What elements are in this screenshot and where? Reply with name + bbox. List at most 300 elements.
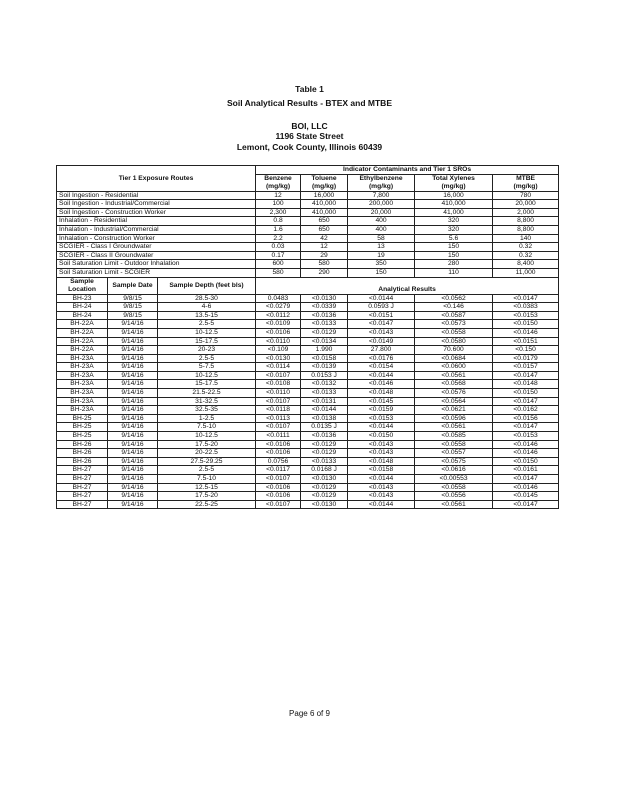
- sample-result: <0.0106: [256, 483, 301, 492]
- sample-depth: 10-12.5: [158, 432, 256, 441]
- sample-depth: 12.5-15: [158, 483, 256, 492]
- sample-result: 0.0593 J: [348, 303, 415, 312]
- sample-location: BH-27: [57, 492, 108, 501]
- sample-row: [57, 294, 559, 303]
- analyte-unit: (mg/kg): [311, 182, 337, 190]
- sample-result: <0.0130: [301, 475, 348, 484]
- sample-depth: 28.5-30: [158, 294, 256, 303]
- sample-result: <0.0108: [256, 380, 301, 389]
- route-value: 20,000: [493, 200, 559, 209]
- route-value: 410,000: [301, 200, 348, 209]
- route-row: [57, 191, 559, 200]
- table-subtitle: Soil Analytical Results - BTEX and MTBE: [227, 98, 392, 108]
- analyte-unit: (mg/kg): [368, 182, 394, 190]
- route-label: Soil Ingestion - Residential: [57, 191, 256, 200]
- sample-result: <0.0150: [493, 389, 559, 398]
- sample-row: [57, 406, 559, 415]
- route-row: [57, 251, 559, 260]
- analyte-unit: (mg/kg): [265, 182, 291, 190]
- sample-location: BH-25: [57, 414, 108, 423]
- sample-result: <0.0129: [301, 449, 348, 458]
- sample-result: <0.0154: [348, 363, 415, 372]
- sample-result: <0.0561: [415, 500, 493, 509]
- sample-date: 9/14/16: [108, 449, 158, 458]
- sample-date: 9/14/16: [108, 354, 158, 363]
- sample-result: <0.0106: [256, 328, 301, 337]
- analyte-unit: (mg/kg): [513, 182, 538, 190]
- sample-depth: 7.5-10: [158, 423, 256, 432]
- sample-date: 9/14/16: [108, 423, 158, 432]
- sample-result: <0.0136: [301, 311, 348, 320]
- sample-depth: 10-12.5: [158, 371, 256, 380]
- sample-result: <0.0585: [415, 432, 493, 441]
- sample-date: 9/8/15: [108, 294, 158, 303]
- sample-row: [57, 466, 559, 475]
- sample-result: <0.0147: [493, 294, 559, 303]
- analyte-name: Ethylbenzene: [359, 174, 403, 182]
- route-row: [57, 243, 559, 252]
- page-number: Page 6 of 9: [289, 709, 330, 718]
- route-label: Soil Saturation Limit - SCGIER: [57, 268, 256, 277]
- sample-result: <0.146: [415, 303, 493, 312]
- sample-result: <0.0129: [301, 483, 348, 492]
- route-value: 400: [348, 225, 415, 234]
- sample-result: <0.0146: [493, 483, 559, 492]
- sample-date: 9/8/15: [108, 303, 158, 312]
- sample-result: <0.0562: [415, 294, 493, 303]
- sample-result: <0.0580: [415, 337, 493, 346]
- sample-location: BH-23A: [57, 397, 108, 406]
- analyte-header: [415, 174, 493, 191]
- sample-row: [57, 346, 559, 355]
- sample-result: <0.0114: [256, 363, 301, 372]
- sample-result: <0.0150: [348, 432, 415, 441]
- sample-result: <0.0153: [348, 414, 415, 423]
- sample-result: <0.0112: [256, 311, 301, 320]
- sample-result: <0.0153: [493, 311, 559, 320]
- sample-depth: 2.5-5: [158, 320, 256, 329]
- sample-result: <0.0147: [493, 475, 559, 484]
- sample-result: <0.0573: [415, 320, 493, 329]
- route-row: [57, 260, 559, 269]
- sample-date: 9/14/16: [108, 363, 158, 372]
- sample-result: <0.0144: [348, 294, 415, 303]
- sample-row: [57, 492, 559, 501]
- sample-result: <0.0134: [301, 337, 348, 346]
- sample-result: <0.0147: [493, 397, 559, 406]
- analyte-header: [493, 174, 559, 191]
- route-label: Soil Ingestion - Construction Worker: [57, 208, 256, 217]
- sample-result: 70.600: [415, 346, 493, 355]
- sample-result: <0.0144: [348, 500, 415, 509]
- sample-location: BH-27: [57, 475, 108, 484]
- sample-date: 9/14/16: [108, 432, 158, 441]
- sample-location: BH-22A: [57, 337, 108, 346]
- analyte-header: [256, 174, 301, 191]
- sample-depth: 1-2.5: [158, 414, 256, 423]
- route-value: 8,800: [493, 217, 559, 226]
- sample-location: BH-27: [57, 500, 108, 509]
- route-value: 16,000: [415, 191, 493, 200]
- route-value: 110: [415, 268, 493, 277]
- route-value: 2,000: [493, 208, 559, 217]
- route-value: 580: [301, 260, 348, 269]
- route-value: 780: [493, 191, 559, 200]
- sample-date: 9/14/16: [108, 337, 158, 346]
- route-value: 410,000: [301, 208, 348, 217]
- sample-date: 9/14/16: [108, 380, 158, 389]
- sample-row: [57, 475, 559, 484]
- sample-location: BH-22A: [57, 328, 108, 337]
- sample-location: BH-23A: [57, 380, 108, 389]
- route-value: 140: [493, 234, 559, 243]
- sample-result: <0.0143: [348, 440, 415, 449]
- route-value: 12: [256, 191, 301, 200]
- sample-result: <0.0151: [348, 311, 415, 320]
- sample-depth: 17.5-20: [158, 492, 256, 501]
- sample-result: <0.0587: [415, 311, 493, 320]
- sample-location: BH-23A: [57, 363, 108, 372]
- sample-depth: 2.5-5: [158, 354, 256, 363]
- route-value: 150: [348, 268, 415, 277]
- sample-result: <0.0557: [415, 449, 493, 458]
- sample-result: <0.0129: [301, 492, 348, 501]
- sample-result: <0.0147: [493, 500, 559, 509]
- sample-row: [57, 483, 559, 492]
- sample-result: <0.0147: [348, 320, 415, 329]
- sample-result: <0.0139: [301, 363, 348, 372]
- sample-result: <0.0148: [493, 380, 559, 389]
- sample-result: <0.0106: [256, 492, 301, 501]
- sample-result: <0.0558: [415, 483, 493, 492]
- sample-result: 1.990: [301, 346, 348, 355]
- sample-row: [57, 371, 559, 380]
- route-value: 100: [256, 200, 301, 209]
- sample-row: [57, 303, 559, 312]
- sample-date: 9/14/16: [108, 406, 158, 415]
- analyte-name: Total Xylenes: [432, 174, 475, 182]
- sample-row: [57, 449, 559, 458]
- sample-result: <0.0146: [493, 440, 559, 449]
- route-label: SCGIER - Class I Groundwater: [57, 243, 256, 252]
- sample-result: <0.0558: [415, 440, 493, 449]
- sample-result: <0.0143: [348, 492, 415, 501]
- sample-result: <0.0561: [415, 371, 493, 380]
- route-value: 400: [348, 217, 415, 226]
- sample-result: <0.0148: [348, 457, 415, 466]
- sample-result: <0.0150: [493, 320, 559, 329]
- route-value: 280: [415, 260, 493, 269]
- route-value: 320: [415, 225, 493, 234]
- route-value: 1.6: [256, 225, 301, 234]
- sample-result: <0.0564: [415, 397, 493, 406]
- route-value: 200,000: [348, 200, 415, 209]
- sample-location: BH-26: [57, 449, 108, 458]
- sample-result: <0.0147: [493, 371, 559, 380]
- sample-result: <0.0129: [301, 328, 348, 337]
- sample-result: 27.800: [348, 346, 415, 355]
- sample-result: 0.0153 J: [301, 371, 348, 380]
- sample-result: <0.0136: [301, 432, 348, 441]
- sample-result: <0.0684: [415, 354, 493, 363]
- sample-result: 0.0135 J: [301, 423, 348, 432]
- route-row: [57, 225, 559, 234]
- sample-date: 9/14/16: [108, 483, 158, 492]
- sample-date: 9/14/16: [108, 346, 158, 355]
- sample-result: <0.0145: [493, 492, 559, 501]
- sample-location: BH-23: [57, 294, 108, 303]
- sample-result: <0.0129: [301, 440, 348, 449]
- sample-result: <0.0110: [256, 337, 301, 346]
- route-row: [57, 217, 559, 226]
- sample-depth: 5-7.5: [158, 363, 256, 372]
- route-value: 0.32: [493, 243, 559, 252]
- sample-result: <0.0145: [348, 397, 415, 406]
- sample-result: <0.0568: [415, 380, 493, 389]
- sample-result: <0.0109: [256, 320, 301, 329]
- route-value: 42: [301, 234, 348, 243]
- sample-location: BH-25: [57, 423, 108, 432]
- sample-result: <0.0117: [256, 466, 301, 475]
- sample-result: <0.0146: [348, 380, 415, 389]
- sample-row: [57, 457, 559, 466]
- route-value: 600: [256, 260, 301, 269]
- sample-result: <0.0130: [301, 294, 348, 303]
- sample-result: <0.0107: [256, 371, 301, 380]
- sample-row: [57, 354, 559, 363]
- sample-result: <0.0143: [348, 483, 415, 492]
- route-label: Inhalation - Industrial/Commercial: [57, 225, 256, 234]
- group-header: Indicator Contaminants and Tier 1 SROs: [256, 166, 559, 175]
- sample-depth: 20-22.5: [158, 449, 256, 458]
- sample-result: <0.109: [256, 346, 301, 355]
- route-row: [57, 234, 559, 243]
- sample-depth: 20-23: [158, 346, 256, 355]
- analyte-header: [348, 174, 415, 191]
- sample-row: [57, 380, 559, 389]
- sample-row: [57, 397, 559, 406]
- sample-location: BH-26: [57, 440, 108, 449]
- sample-row: [57, 500, 559, 509]
- route-label: Soil Ingestion - Industrial/Commercial: [57, 200, 256, 209]
- sample-result: <0.0106: [256, 440, 301, 449]
- route-value: 29: [301, 251, 348, 260]
- sample-result: <0.0279: [256, 303, 301, 312]
- analytical-results-header: Analytical Results: [256, 277, 559, 294]
- route-value: 150: [415, 251, 493, 260]
- sample-location: BH-27: [57, 466, 108, 475]
- sample-result: <0.0151: [493, 337, 559, 346]
- sample-result: <0.0107: [256, 397, 301, 406]
- sample-date: 9/14/16: [108, 466, 158, 475]
- sample-result: <0.150: [493, 346, 559, 355]
- route-label: Inhalation - Construction Worker: [57, 234, 256, 243]
- sample-result: <0.0111: [256, 432, 301, 441]
- sample-result: <0.0162: [493, 406, 559, 415]
- sample-depth: 13.5-15: [158, 311, 256, 320]
- sample-depth: 10-12.5: [158, 328, 256, 337]
- sample-location-header: Sample Location: [57, 277, 108, 294]
- sample-depth: 22.5-25: [158, 500, 256, 509]
- sample-row: [57, 363, 559, 372]
- route-value: 11,000: [493, 268, 559, 277]
- table-title: Table 1: [295, 84, 324, 94]
- sample-result: <0.0157: [493, 363, 559, 372]
- sample-result: <0.0107: [256, 475, 301, 484]
- sample-depth: 2.5-5: [158, 466, 256, 475]
- sample-result: <0.0144: [348, 371, 415, 380]
- sample-result: 0.0756: [256, 457, 301, 466]
- sample-location: BH-22A: [57, 346, 108, 355]
- sample-result: <0.0144: [348, 423, 415, 432]
- sample-result: <0.0159: [348, 406, 415, 415]
- sample-result: <0.0143: [348, 449, 415, 458]
- route-row: [57, 200, 559, 209]
- sample-date: 9/8/15: [108, 311, 158, 320]
- sample-result: <0.0558: [415, 328, 493, 337]
- sample-result: <0.0144: [348, 475, 415, 484]
- sample-result: <0.0161: [493, 466, 559, 475]
- route-value: 58: [348, 234, 415, 243]
- sample-result: <0.0556: [415, 492, 493, 501]
- sample-result: <0.0133: [301, 389, 348, 398]
- sample-depth: 4-6: [158, 303, 256, 312]
- sample-result: 0.0483: [256, 294, 301, 303]
- route-label: Inhalation - Residential: [57, 217, 256, 226]
- sample-result: <0.0621: [415, 406, 493, 415]
- sample-result: <0.0383: [493, 303, 559, 312]
- sample-result: <0.0107: [256, 423, 301, 432]
- route-value: 5.6: [415, 234, 493, 243]
- sample-result: <0.0143: [348, 328, 415, 337]
- sample-result: <0.0600: [415, 363, 493, 372]
- sample-result: <0.0131: [301, 397, 348, 406]
- route-value: 41,000: [415, 208, 493, 217]
- sample-result: <0.0148: [348, 389, 415, 398]
- route-value: 16,000: [301, 191, 348, 200]
- sample-result: <0.0153: [493, 432, 559, 441]
- sample-depth: 15-17.5: [158, 337, 256, 346]
- sample-result: <0.0130: [256, 354, 301, 363]
- sample-location: BH-23A: [57, 406, 108, 415]
- analytical-results-table: [56, 165, 559, 509]
- sample-result: <0.0575: [415, 457, 493, 466]
- route-value: 410,000: [415, 200, 493, 209]
- sample-result: <0.0596: [415, 414, 493, 423]
- route-label: Soil Saturation Limit - Outdoor Inhalation: [57, 260, 256, 269]
- sample-depth: 15-17.5: [158, 380, 256, 389]
- sample-result: <0.0176: [348, 354, 415, 363]
- route-value: 8,400: [493, 260, 559, 269]
- sample-date: 9/14/16: [108, 389, 158, 398]
- route-value: 2,300: [256, 208, 301, 217]
- sample-depth-header: Sample Depth (feet bls): [158, 277, 256, 294]
- sample-result: <0.0133: [301, 320, 348, 329]
- sample-depth: 27.5-29.25: [158, 457, 256, 466]
- route-value: 13: [348, 243, 415, 252]
- street-address: 1196 State Street: [275, 131, 344, 141]
- sample-result: <0.0146: [493, 449, 559, 458]
- sample-location: BH-23A: [57, 389, 108, 398]
- sample-location: BH-24: [57, 303, 108, 312]
- route-value: 0.32: [493, 251, 559, 260]
- route-row: [57, 268, 559, 277]
- sample-result: <0.0339: [301, 303, 348, 312]
- route-value: 650: [301, 225, 348, 234]
- sample-result: <0.0179: [493, 354, 559, 363]
- sample-result: <0.0149: [348, 337, 415, 346]
- sample-result: <0.0132: [301, 380, 348, 389]
- sample-result: <0.0561: [415, 423, 493, 432]
- route-value: 350: [348, 260, 415, 269]
- sample-date: 9/14/16: [108, 475, 158, 484]
- sample-row: [57, 432, 559, 441]
- sample-result: <0.0156: [493, 414, 559, 423]
- sample-result: <0.0576: [415, 389, 493, 398]
- sample-row: [57, 311, 559, 320]
- sample-result: <0.0616: [415, 466, 493, 475]
- sample-date: 9/14/16: [108, 371, 158, 380]
- routes-header: Tier 1 Exposure Routes: [57, 166, 256, 192]
- sample-date: 9/14/16: [108, 414, 158, 423]
- route-value: 12: [301, 243, 348, 252]
- sample-date-header: Sample Date: [108, 277, 158, 294]
- sample-result: <0.0158: [348, 466, 415, 475]
- route-value: 0.17: [256, 251, 301, 260]
- sample-result: <0.0107: [256, 500, 301, 509]
- sample-result: <0.0106: [256, 449, 301, 458]
- sample-depth: 21.5-22.5: [158, 389, 256, 398]
- route-value: 320: [415, 217, 493, 226]
- sample-depth: 31-32.5: [158, 397, 256, 406]
- route-value: 580: [256, 268, 301, 277]
- route-value: 19: [348, 251, 415, 260]
- sample-row: [57, 423, 559, 432]
- sample-location: BH-27: [57, 483, 108, 492]
- sample-row: [57, 414, 559, 423]
- city-line: Lemont, Cook County, Illinois 60439: [236, 142, 383, 152]
- sample-date: 9/14/16: [108, 457, 158, 466]
- route-value: 2.2: [256, 234, 301, 243]
- sample-date: 9/14/16: [108, 440, 158, 449]
- sample-result: <0.0110: [256, 389, 301, 398]
- sample-date: 9/14/16: [108, 320, 158, 329]
- analyte-name: Benzene: [264, 174, 292, 182]
- sample-depth: 17.5-20: [158, 440, 256, 449]
- sample-result: <0.0147: [493, 423, 559, 432]
- route-value: 20,000: [348, 208, 415, 217]
- analyte-header: [301, 174, 348, 191]
- sample-row: [57, 337, 559, 346]
- company-name: BOI, LLC: [291, 121, 328, 131]
- sample-result: <0.0138: [301, 414, 348, 423]
- sample-result: <0.0113: [256, 414, 301, 423]
- sample-result: <0.0146: [493, 328, 559, 337]
- analyte-name: Toluene: [311, 174, 337, 182]
- route-value: 0.03: [256, 243, 301, 252]
- analyte-unit: (mg/kg): [441, 182, 466, 190]
- sample-date: 9/14/16: [108, 328, 158, 337]
- sample-date: 9/14/16: [108, 500, 158, 509]
- sample-location: BH-23A: [57, 371, 108, 380]
- sample-row: [57, 440, 559, 449]
- sample-row: [57, 328, 559, 337]
- sample-result: <0.0158: [301, 354, 348, 363]
- sample-result: <0.00553: [415, 475, 493, 484]
- route-row: [57, 208, 559, 217]
- sample-result: <0.0144: [301, 406, 348, 415]
- sample-location: BH-23A: [57, 354, 108, 363]
